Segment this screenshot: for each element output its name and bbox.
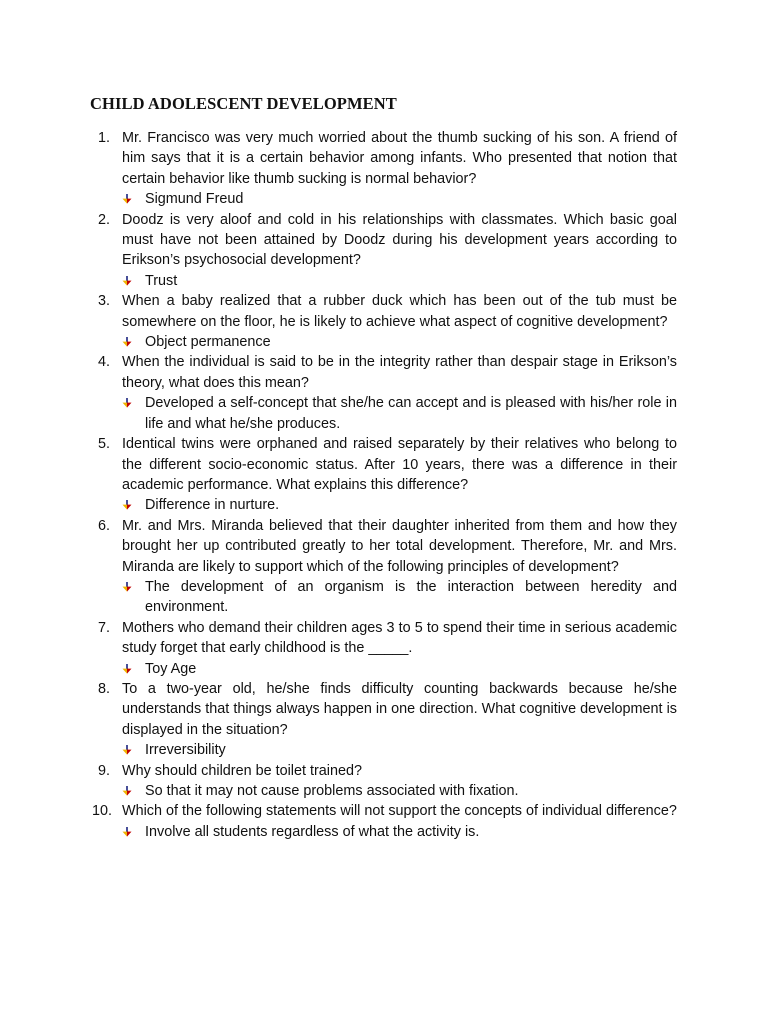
answer-text: Involve all students regardless of what the activity is. bbox=[145, 823, 480, 840]
arrow-bullet-icon bbox=[122, 194, 132, 204]
question-number: 8. bbox=[98, 680, 111, 697]
question-text: To a two-year old, he/she finds difficulty counting backwards because he/she understands that things always happen in one direction. What cognitive development is displayed in the situation? bbox=[122, 680, 677, 738]
question-list bbox=[92, 128, 677, 842]
question-item bbox=[92, 801, 677, 842]
question-number: 9. bbox=[98, 762, 111, 779]
question-text: When a baby realized that a rubber duck which has been out of the tub must be somewhere on the floor, he is likely to achieve what aspect of cognitive development? bbox=[122, 293, 677, 330]
answer bbox=[122, 393, 677, 434]
answer-text: Irreversibility bbox=[145, 742, 226, 759]
question-item bbox=[92, 516, 677, 618]
arrow-bullet-icon bbox=[122, 500, 132, 510]
question-number: 2. bbox=[98, 211, 111, 228]
answer bbox=[122, 781, 677, 801]
answer bbox=[122, 740, 677, 760]
question-text: When the individual is said to be in the integrity rather than despair stage in Erikson’s theory, what does this mean? bbox=[122, 354, 677, 391]
question-text: Mr. Francisco was very much worried about the thumb sucking of his son. A friend of him says that it is a certain behavior among infants. Who presented that notion that certain behavior like thumb sucking is normal behavior? bbox=[122, 130, 677, 187]
question-number: 3. bbox=[98, 293, 111, 310]
question-item bbox=[92, 761, 677, 802]
arrow-bullet-icon bbox=[122, 398, 132, 408]
question-item bbox=[92, 291, 677, 352]
answer bbox=[122, 495, 677, 515]
question-number: 10. bbox=[92, 803, 113, 820]
question-number: 1. bbox=[98, 130, 111, 146]
question-item bbox=[92, 618, 677, 679]
question-text: Which of the following statements will not support the concepts of individual difference? bbox=[122, 803, 677, 820]
answer-text: Developed a self-concept that she/he can accept and is pleased with his/her role in life and what he/she produces. bbox=[145, 395, 677, 432]
question-number: 4. bbox=[98, 354, 111, 371]
page-title: CHILD ADOLESCENT DEVELOPMENT bbox=[90, 94, 397, 113]
question-text: Identical twins were orphaned and raised separately by their relatives who belong to the different socio-economic status. After 10 years, there was a difference in their academic performance. What explains this difference? bbox=[122, 436, 677, 493]
question-text: Mr. and Mrs. Miranda believed that their daughter inherited from them and how they brought her up contributed greatly to her total development. Therefore, Mr. and Mrs. Miranda are likely to support which of the following principles of development? bbox=[122, 517, 677, 575]
arrow-bullet-icon bbox=[122, 745, 132, 755]
answer bbox=[122, 271, 677, 291]
answer-text: Trust bbox=[145, 272, 178, 289]
question-item bbox=[92, 679, 677, 761]
answer-text: The development of an organism is the interaction between heredity and environment. bbox=[145, 578, 677, 616]
answer bbox=[122, 577, 677, 618]
question-text: Mothers who demand their children ages 3 to 5 to spend their time in serious academic study forget that early childhood is the _____. bbox=[122, 619, 677, 657]
question-item bbox=[92, 128, 677, 210]
answer-text: Difference in nurture. bbox=[145, 497, 280, 514]
question-item bbox=[92, 434, 677, 516]
question-number: 7. bbox=[98, 619, 111, 636]
arrow-bullet-icon bbox=[122, 664, 132, 674]
answer-text: Object permanence bbox=[145, 334, 271, 351]
answer-text: Sigmund Freud bbox=[145, 191, 244, 208]
question-text: Why should children be toilet trained? bbox=[122, 762, 362, 779]
answer bbox=[122, 332, 677, 352]
answer bbox=[122, 659, 677, 679]
answer bbox=[122, 189, 677, 209]
arrow-bullet-icon bbox=[122, 276, 132, 286]
answer-text: So that it may not cause problems associated with fixation. bbox=[145, 783, 519, 799]
arrow-bullet-icon bbox=[122, 582, 132, 592]
answer-text: Toy Age bbox=[145, 660, 197, 677]
question-item bbox=[92, 352, 677, 434]
question-item bbox=[92, 210, 677, 292]
arrow-bullet-icon bbox=[122, 337, 132, 347]
question-text: Doodz is very aloof and cold in his relationships with classmates. Which basic goal must have not been attained by Doodz during his development years according to Erikson’s psychosocial development? bbox=[122, 211, 677, 269]
arrow-bullet-icon bbox=[122, 827, 132, 837]
question-number: 6. bbox=[98, 517, 111, 534]
answer bbox=[122, 822, 677, 842]
question-number: 5. bbox=[98, 436, 111, 453]
arrow-bullet-icon bbox=[122, 786, 132, 796]
